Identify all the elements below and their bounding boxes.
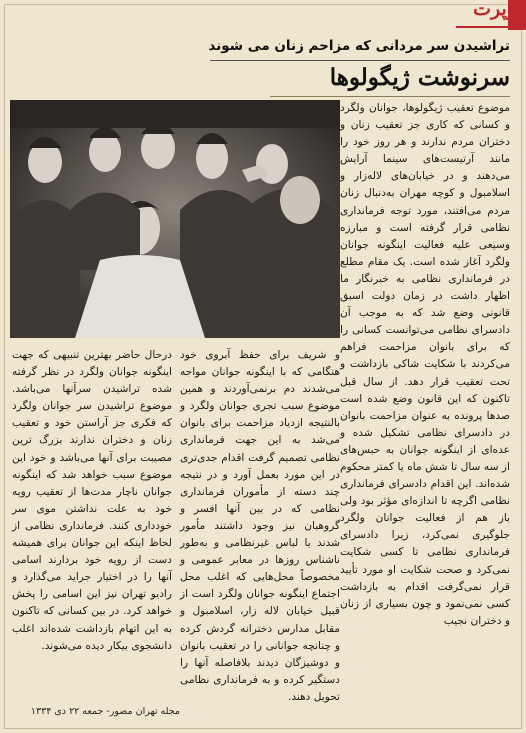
section-tag-rule — [456, 26, 526, 28]
article-paragraph-middle: و شریف برای حفظ آبروی خود هنگامی که با اینگونه جوانان مواجه می‌شدند دم برنمی‌آوردند و همین موضوع سبب تجری جوانان ولگرد و بالنتیجه ازدیاد مزاحمت برای بانوان می‌شد به این جهت فرمانداری نظامی تصمیم گرفت اقدام جدی‌تری در این مورد بعمل آورد و در نتیجه چند دسته از مأموران فرمانداری نظامی که در بین آنها افسر و گروهبان نیز وجود داشتند مأمور شدند با لباس غیرنظامی و به‌طور ناشناس روزها در معابر عمومی و مخصوصاً محل‌هایی که اغلب محل اجتماع اینگونه جوانان ولگرد است از قبیل خیابان لاله زار، اسلامبول و مقابل مدارس دخترانه گردش کرده و چنانچه جوانانی را در تعقیب بانوان و دوشیزگان دیدند بلافاصله آنها را دستگیر کرده و به فرمانداری نظامی تحویل دهند. — [180, 349, 340, 703]
article-column-left — [12, 347, 172, 655]
section-tag-label: رپرت — [473, 0, 516, 20]
article-paragraph-left: درحال حاضر بهترین تنبیهی که جهت اینگونه جوانان ولگرد در نظر گرفته شده تراشیدن سرآنها می‌باشد. موضوع تراشیدن سر جوانان ولگرد که فکری جز آراستن خود و تعقیب زنان و دختران ندارند بزرگ ترین مصیبت برای آنها می‌باشد و خود این موضوع سبب خواهد شد که اینگونه جوانان ناچار مدت‌ها از تعقیب رویه خود به علت نداشتن موی سر خودداری کنند. فرمانداری نظامی از لحاظ اینکه این جوانان برای همیشه دست از رویه خود بردارند اسامی آنها را در اختیار جراید می‌گذارد و رادیو تهران نیز این اسامی را پخش خواهد کرد. در بین کسانی که تاکنون به این اتهام بازداشت شده‌اند اغلب دانشجوی بیکار دیده می‌شوند. — [12, 349, 172, 652]
section-tag — [464, 0, 526, 30]
article-column-right — [340, 100, 510, 630]
photo-group-of-men — [10, 100, 340, 338]
headline: سرنوشت ژیگولوها — [329, 64, 510, 91]
news-photo — [10, 100, 340, 338]
headline-divider — [270, 96, 510, 97]
article-paragraph-right: موضوع تعقیب ژیگولوها، جوانان ولگرد و کسانی که کاری جز تعقیب زنان و دختران مردم ندارند و هر روز خود را مانند آرتیست‌های سینما آرایش می‌دهند و در خیابان‌های لاله‌زار و اسلامبول و کوچه مهران به‌دنبال زنان مردم می‌افتند، مورد توجه فرمانداری نظامی قرار گرفته است و مبارزه وسیعی علیه فعالیت اینگونه جوانان ولگرد آغاز شده است. یک مقام مطلع در فرمانداری نظامی به خبرنگار ما اظهار داشت در زمان دولت اسبق قانونی وضع شد که به موجب آن دادسرای نظامی می‌توانست کسانی را که برای بانوان مزاحمت فراهم می‌کردند با شکایت شاکی بازداشت و تحت تعقیب قرار دهد. از سال قبل تاکنون که این قانون وضع شده است صدها پرونده به عنوان مزاحمت بانوان در دادسرای نظامی تشکیل شده و عده‌ای از اینگونه جوانان به حبس‌های از سه سال تا شش ماه یا کمتر محکوم شده‌اند. این اقدام دادسرای فرمانداری نظامی اگرچه تا اندازه‌ای مؤثر بود ولی باز هم از فعالیت جوانان ولگرد جلوگیری نمی‌کرد، زیرا دادسرای فرمانداری نظامی تا کسی شکایت نمی‌کرد و صحت شکایت او مورد تأیید قرار نمی‌گرفت اقدام به بازداشت کسی نمی‌نمود و چون بسیاری از زنان و دختران نجیب — [340, 102, 510, 627]
kicker-divider — [210, 60, 510, 61]
source-caption: مجله تهران مصور- جمعه ۲۲ دی ۱۳۳۴ — [30, 706, 180, 717]
article-column-middle — [180, 347, 340, 706]
kicker: تراشیدن سر مردانی که مزاحم زنان می شوند — [208, 38, 510, 54]
